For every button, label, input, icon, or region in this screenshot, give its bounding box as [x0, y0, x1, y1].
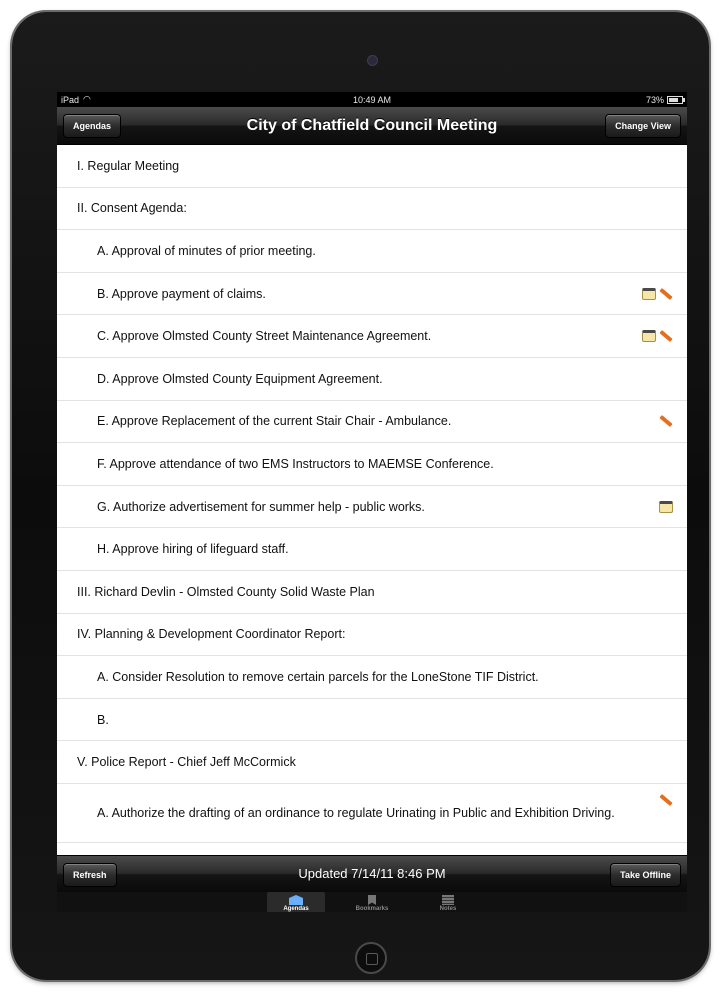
agenda-item-text: B.	[97, 712, 109, 727]
agenda-item-text: G. Authorize advertisement for summer help - public works.	[97, 499, 425, 514]
battery-icon	[667, 96, 683, 104]
agenda-item-text: D. Approve Olmsted County Equipment Agreement.	[97, 371, 383, 386]
carrier-label: iPad	[61, 94, 80, 105]
agenda-item-text: I. Regular Meeting	[77, 158, 180, 173]
agenda-item-text: V. Police Report - Chief Jeff McCormick	[77, 755, 296, 770]
agenda-item-text: A. Authorize the drafting of an ordinance to regulate Urinating in Public and Exhibition Driving.	[97, 805, 615, 820]
agenda-item[interactable]	[57, 230, 687, 273]
agenda-item[interactable]	[57, 443, 687, 486]
agenda-item[interactable]	[57, 315, 687, 358]
building-icon	[289, 895, 303, 905]
tab-agendas[interactable]	[267, 892, 325, 912]
tab-label: Agendas	[283, 906, 309, 912]
agenda-item[interactable]	[57, 528, 687, 571]
agenda-item-icons	[657, 798, 673, 802]
agenda-item-text: C. Approve Olmsted County Street Maintenance Agreement.	[97, 329, 432, 344]
agenda-item-icons	[659, 501, 673, 513]
agenda-item-text: H. Approve hiring of lifeguard staff.	[97, 542, 289, 557]
notes-icon	[442, 895, 454, 905]
status-right	[646, 95, 683, 105]
agendas-back-button[interactable]: Agendas	[63, 114, 121, 138]
bottom-toolbar	[57, 855, 687, 892]
tab-label: Notes	[439, 906, 457, 912]
agenda-item[interactable]	[57, 145, 687, 188]
tab-label: Bookmarks	[355, 906, 389, 912]
agenda-item[interactable]	[57, 699, 687, 742]
tab-bookmarks[interactable]	[343, 892, 401, 912]
agenda-item-text: F. Approve attendance of two EMS Instructors to MAEMSE Conference.	[97, 456, 494, 471]
pencil-icon[interactable]	[659, 288, 672, 300]
bookmark-icon	[368, 895, 376, 905]
agenda-item-text: III. Richard Devlin - Olmsted County Solid Waste Plan	[77, 584, 375, 599]
agenda-item-text: A. Consider Resolution to remove certain parcels for the LoneStone TIF District.	[97, 669, 539, 684]
navigation-bar	[57, 107, 687, 145]
wifi-icon: ◠	[83, 94, 91, 104]
agenda-item[interactable]	[57, 486, 687, 529]
agenda-item-icons	[642, 288, 673, 300]
notepad-icon[interactable]	[642, 288, 656, 300]
home-button[interactable]	[355, 942, 387, 974]
agenda-item-icons	[642, 330, 673, 342]
agenda-item-text: II. Consent Agenda:	[77, 201, 187, 216]
agenda-item[interactable]	[57, 614, 687, 657]
updated-timestamp: Updated 7/14/11 8:46 PM	[298, 866, 446, 881]
tab-bar	[57, 892, 687, 912]
agenda-item[interactable]	[57, 401, 687, 444]
agenda-item-text: IV. Planning & Development Coordinator Report:	[77, 627, 346, 642]
notepad-icon[interactable]	[642, 330, 656, 342]
agenda-item-text: B. Approve payment of claims.	[97, 286, 266, 301]
notepad-icon[interactable]	[659, 501, 673, 513]
agenda-item[interactable]	[57, 358, 687, 401]
agenda-item[interactable]	[57, 741, 687, 784]
battery-percentage: 73%	[645, 94, 664, 105]
agenda-list[interactable]	[57, 145, 687, 855]
tab-notes[interactable]	[419, 892, 477, 912]
page-title: City of Chatfield Council Meeting	[246, 117, 498, 134]
pencil-icon[interactable]	[659, 330, 672, 342]
agenda-item[interactable]	[57, 784, 687, 843]
change-view-button[interactable]: Change View	[605, 114, 681, 138]
ipad-device-frame	[12, 12, 709, 980]
agenda-item[interactable]	[57, 188, 687, 231]
screen	[57, 92, 687, 912]
front-camera-icon	[367, 55, 378, 66]
status-left	[61, 94, 91, 105]
agenda-item-text: A. Approval of minutes of prior meeting.	[97, 243, 316, 258]
agenda-item-icons	[657, 419, 673, 423]
status-bar	[57, 92, 687, 107]
agenda-item[interactable]	[57, 273, 687, 316]
take-offline-button[interactable]: Take Offline	[610, 863, 681, 887]
agenda-item[interactable]	[57, 656, 687, 699]
agenda-item[interactable]	[57, 571, 687, 614]
refresh-button[interactable]: Refresh	[63, 863, 117, 887]
status-time: 10:49 AM	[352, 94, 392, 105]
agenda-item-text: E. Approve Replacement of the current Stair Chair - Ambulance.	[97, 414, 452, 429]
